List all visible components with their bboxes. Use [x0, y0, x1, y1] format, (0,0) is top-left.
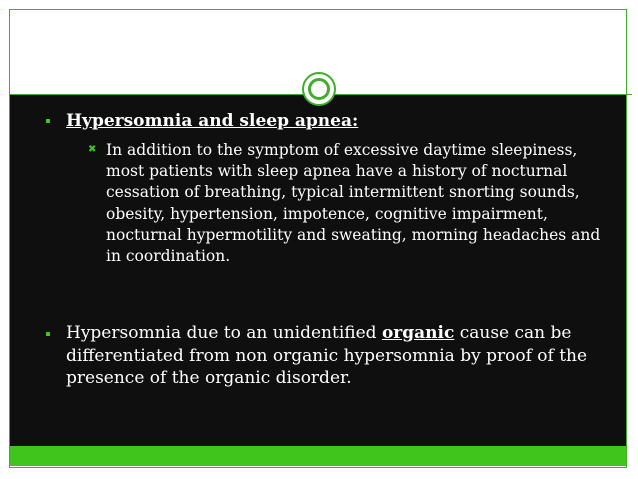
bullet-list: [46, 110, 616, 267]
x-bullet-icon: ✖: [88, 144, 97, 155]
sub-bullet-item: [86, 140, 616, 267]
footer-bar: [10, 446, 626, 466]
circle-ornament-inner: [308, 78, 330, 100]
square-bullet-icon: [46, 332, 50, 336]
bullet-item-sleep-apnea: [46, 110, 616, 267]
sub-bullet-text: In addition to the symptom of excessive daytime sleepiness, most patients with sleep apnea have a history of nocturnal cessation of breathing, typical intermittent snorting sounds, obesity, hypertension, impotence, cognitive impairment, nocturnal hypermotility and sweating, morning headaches and in coordination.: [106, 141, 601, 266]
paragraph-text-start: Hypersomnia due to an unidentified: [66, 323, 382, 343]
bullet-item-organic-cause: [46, 322, 616, 390]
circle-ornament-icon: [302, 72, 336, 106]
paragraph-text-end: cause can be differentiated from non organic hypersomnia by proof of the presence of the organic disorder.: [66, 323, 588, 388]
emphasized-word: organic: [381, 323, 455, 343]
bullet-paragraph: [66, 322, 616, 390]
divider-tick: [626, 94, 632, 95]
square-bullet-icon: [46, 119, 50, 123]
bullet-heading: Hypersomnia and sleep apnea:: [66, 111, 359, 131]
